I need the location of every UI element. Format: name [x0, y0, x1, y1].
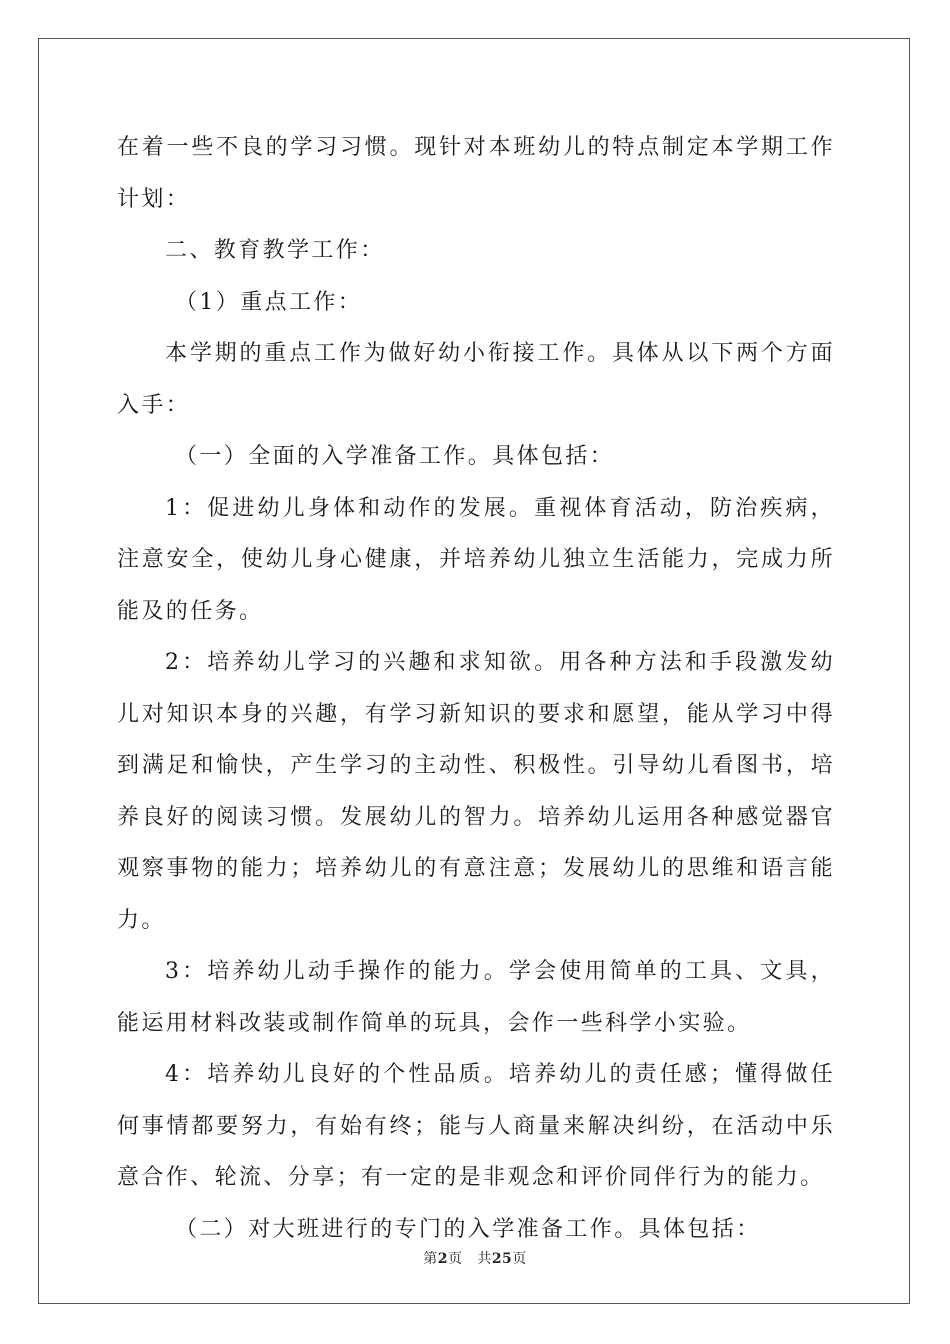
page-prefix: 第	[423, 1251, 438, 1267]
paragraph-2: 二、教育教学工作：	[165, 238, 385, 263]
total-suffix: 页	[512, 1251, 527, 1267]
paragraph-5: （一）全面的入学准备工作。具体包括：	[175, 444, 615, 469]
page-footer	[0, 1248, 950, 1268]
paragraph-6: 1：促进幼儿身体和动作的发展。重视体育活动，防治疾病，注意安全，使幼儿身心健康，并培养幼儿独立生活能力，完成力所能及的任务。	[117, 495, 835, 624]
document-body	[117, 122, 835, 1255]
total-prefix: 共	[477, 1251, 492, 1267]
page-suffix: 页	[447, 1251, 463, 1267]
paragraph-4: 本学期的重点工作为做好幼小衔接工作。具体从以下两个方面入手：	[117, 341, 835, 418]
total-page-count: 25	[491, 1251, 513, 1267]
paragraph-1: 在着一些不良的学习习惯。现针对本班幼儿的特点制定本学期工作计划：	[117, 135, 835, 212]
paragraph-8: 3：培养幼儿动手操作的能力。学会使用简单的工具、文具，能运用材料改装或制作简单的玩具，会作一些科学小实验。	[117, 959, 835, 1036]
paragraph-7: 2：培养幼儿学习的兴趣和求知欲。用各种方法和手段激发幼儿对知识本身的兴趣，有学习新知识的要求和愿望，能从学习中得到满足和愉快，产生学习的主动性、积极性。引导幼儿看图书，培养良好的阅读习惯。发展幼儿的智力。培养幼儿运用各种感觉器官观察事物的能力；培养幼儿的有意注意；发展幼儿的思维和语言能力。	[117, 650, 835, 933]
current-page-number: 2	[437, 1251, 448, 1267]
paragraph-10: （二）对大班进行的专门的入学准备工作。具体包括：	[175, 1216, 761, 1242]
paragraph-9: 4：培养幼儿良好的个性品质。培养幼儿的责任感；懂得做任何事情都要努力，有始有终；能与人商量来解决纠纷，在活动中乐意合作、轮流、分享；有一定的是非观念和评价同伴行为的能力。	[117, 1062, 835, 1190]
paragraph-3: （1）重点工作：	[175, 289, 363, 315]
